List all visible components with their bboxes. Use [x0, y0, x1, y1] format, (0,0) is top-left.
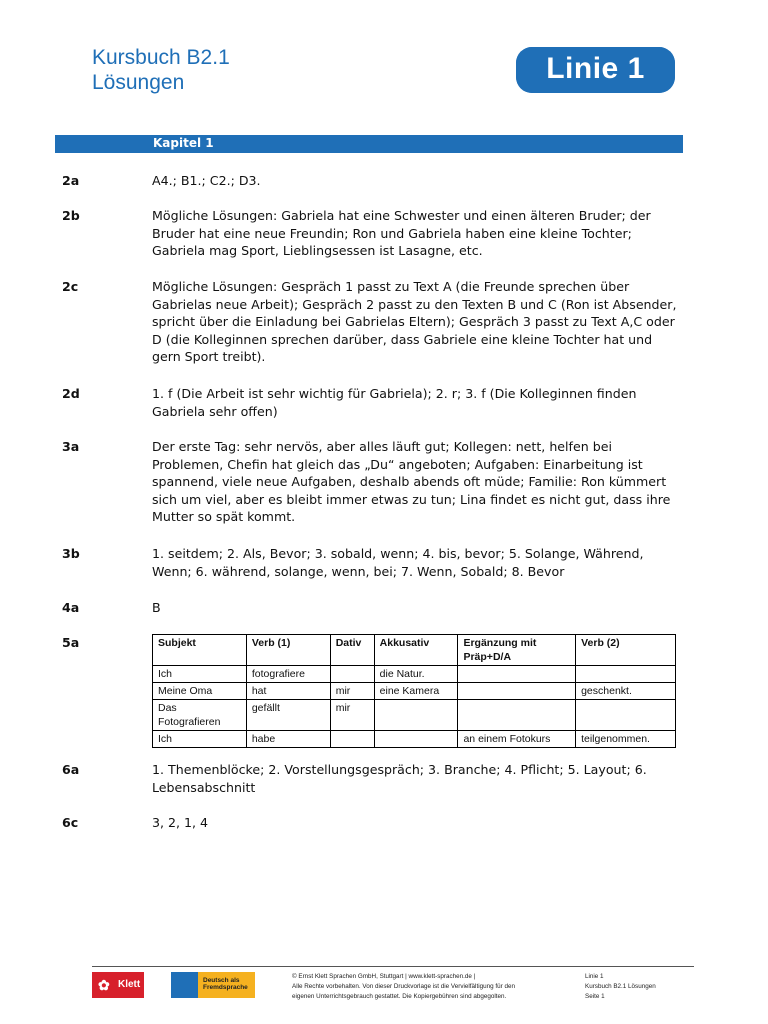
table-cell: teilgenommen. — [576, 731, 676, 748]
table-header-row — [153, 635, 676, 666]
footer-series: Linie 1 — [585, 973, 604, 980]
section-text: 1. seitdem; 2. Als, Bevor; 3. sobald, wenn; 4. bis, bevor; 5. Solange, Während, Wenn; 6. während, solange, wenn, bei; 7. Wenn, Sobald; 8. Bevor — [152, 546, 644, 579]
table-cell: hat — [246, 683, 330, 700]
table-cell: fotografiere — [246, 666, 330, 683]
table-cell — [330, 666, 374, 683]
header-cell: Verb (1) — [246, 635, 330, 666]
table-cell — [458, 683, 576, 700]
table-cell: Meine Oma — [153, 683, 247, 700]
daf-logo — [171, 972, 255, 998]
table-row — [153, 731, 676, 748]
header-cell: Akkusativ — [374, 635, 458, 666]
copyright-line: Alle Rechte vorbehalten. Von dieser Druckvorlage ist die Vervielfältigung für den — [292, 982, 515, 990]
daf-label-box — [198, 972, 255, 998]
table-cell — [458, 700, 576, 731]
chapter-bar — [55, 135, 683, 153]
title-line-1: Kursbuch B2.1 — [92, 46, 230, 69]
header-cell: Subjekt — [153, 635, 247, 666]
table-cell — [576, 700, 676, 731]
section-text: Der erste Tag: sehr nervös, aber alles läuft gut; Kollegen: nett, helfen bei Problemen, Chefin hat gleich das „Du“ angeboten; Aufgaben: Einarbeitung ist spannend, viele neue Aufgaben, deshalb abends oft müde; Familie: Ron kümmert sich um viel, aber es bleibt immer etwas zu tun; Lina findet es nicht gut, dass ihre Mutter so spät kommt. — [152, 439, 671, 525]
section-label: 3a — [62, 439, 80, 454]
table-row — [153, 683, 676, 700]
footer-meta — [585, 972, 695, 1001]
table-cell: an einem Fotokurs — [458, 731, 576, 748]
section-text: B — [152, 600, 161, 615]
table-cell — [458, 666, 576, 683]
footer-book: Kursbuch B2.1 Lösungen — [585, 982, 656, 990]
logo-text: Linie 1 — [546, 52, 645, 85]
section-text: A4.; B1.; C2.; D3. — [152, 173, 261, 188]
copyright-line: © Ernst Klett Sprachen GmbH, Stuttgart | www.klett-sprachen.de | — [292, 973, 476, 980]
section-text: Mögliche Lösungen: Gabriela hat eine Schwester und einen älteren Bruder; der Bruder hat eine neue Freundin; Ron und Gabriela haben eine kleine Tochter; Gabriela mag Sport, Lieblingsessen ist Lasagne, etc. — [152, 208, 651, 259]
section-label: 2a — [62, 173, 80, 188]
chapter-title: Kapitel 1 — [153, 136, 214, 150]
linie1-logo — [516, 47, 675, 93]
table-cell — [576, 666, 676, 683]
header-cell: Ergänzung mit Präp+D/A — [458, 635, 576, 666]
section-label: 2d — [62, 386, 80, 401]
section-label: 2b — [62, 208, 80, 223]
table-cell: geschenkt. — [576, 683, 676, 700]
section-label: 6c — [62, 815, 79, 830]
copyright-notice — [292, 972, 562, 1001]
table-cell: mir — [330, 700, 374, 731]
section-label: 5a — [62, 635, 80, 650]
table-row — [153, 666, 676, 683]
section-label: 6a — [62, 762, 80, 777]
page-number: Seite 1 — [585, 992, 605, 1000]
table-cell: die Natur. — [374, 666, 458, 683]
table-cell: Das Fotografieren — [153, 700, 247, 731]
klett-logo-text: Klett — [118, 979, 141, 990]
table-cell: Ich — [153, 731, 247, 748]
title-line-2: Lösungen — [92, 71, 185, 94]
grammar-table — [152, 634, 676, 748]
section-label: 3b — [62, 546, 80, 561]
section-label: 2c — [62, 279, 79, 294]
table-cell: gefällt — [246, 700, 330, 731]
klett-flower-icon: ✿ — [98, 977, 110, 993]
table-cell — [374, 700, 458, 731]
document-title — [92, 45, 230, 95]
header-cell: Verb (2) — [576, 635, 676, 666]
daf-label: Deutsch als Fremdsprache — [203, 977, 248, 991]
section-label: 4a — [62, 600, 80, 615]
klett-logo — [92, 972, 144, 998]
table-cell: Ich — [153, 666, 247, 683]
section-text: 1. f (Die Arbeit ist sehr wichtig für Gabriela); 2. r; 3. f (Die Kolleginnen finden Gabriela sehr offen) — [152, 386, 637, 419]
table-cell: mir — [330, 683, 374, 700]
table-cell — [374, 731, 458, 748]
table-row — [153, 700, 676, 731]
section-text: 1. Themenblöcke; 2. Vorstellungsgespräch; 3. Branche; 4. Pflicht; 5. Layout; 6. Lebensabschnitt — [152, 762, 647, 795]
header-cell: Dativ — [330, 635, 374, 666]
section-text: 3, 2, 1, 4 — [152, 815, 209, 830]
table-cell: habe — [246, 731, 330, 748]
table-cell: eine Kamera — [374, 683, 458, 700]
copyright-line: eigenen Unterrichtsgebrauch gestattet. Die Kopiergebühren sind abgegolten. — [292, 992, 507, 1000]
footer-divider — [92, 966, 694, 967]
section-text: Mögliche Lösungen: Gespräch 1 passt zu Text A (die Freunde sprechen über Gabrielas neue Arbeit); Gespräch 2 passt zu den Texten B und C (Ron ist Absender, spricht über die Einladung bei Gabrielas Eltern); Gespräch 3 passt zu Text A,C oder D (die Kolleginnen sprechen darüber, dass Gabriele eine kleine Tochter hat und gern Sport treibt). — [152, 279, 677, 365]
table-cell — [330, 731, 374, 748]
